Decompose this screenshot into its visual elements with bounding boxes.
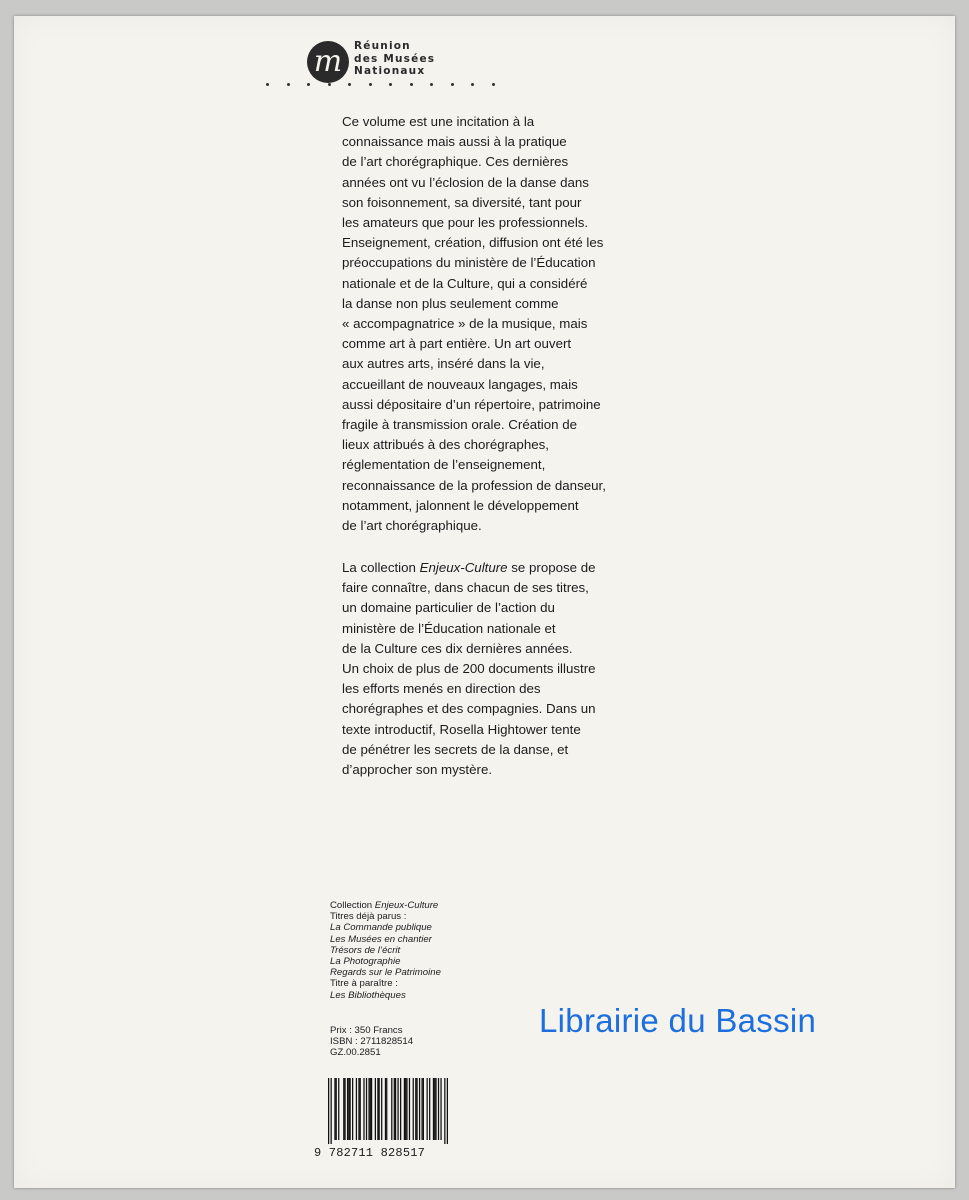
barcode-bar: [328, 1078, 329, 1144]
barcode-bar: [400, 1078, 401, 1140]
text-line: accueillant de nouveaux langages, mais: [342, 376, 578, 392]
dot: [451, 83, 454, 86]
barcode-bar: [444, 1078, 445, 1144]
publisher-name-line: Réunion: [354, 40, 411, 52]
dot: [430, 83, 433, 86]
barcode-bar: [363, 1078, 364, 1140]
text-line: chorégraphes et des compagnies. Dans un: [342, 701, 596, 717]
barcode-bar: [370, 1078, 371, 1140]
text-line: reconnaissance de la profession de danseur,: [342, 477, 606, 493]
text-line: son foisonnement, sa diversité, tant pour: [342, 194, 582, 210]
text-line: les amateurs que pour les professionnels.: [342, 215, 589, 231]
text-line: ministère de l’Éducation nationale et: [342, 620, 556, 636]
barcode-bar: [427, 1078, 428, 1140]
barcode-bar: [360, 1078, 361, 1140]
barcode-bar: [349, 1078, 350, 1140]
barcode-bar: [377, 1078, 378, 1140]
text-line: « accompagnatrice » de la musique, mais: [342, 316, 588, 332]
text-line: Enseignement, création, diffusion ont été les: [342, 235, 604, 251]
text-line: connaissance mais aussi à la pratique: [342, 134, 567, 150]
barcode-bar: [379, 1078, 380, 1140]
barcode-bar: [331, 1078, 332, 1144]
description-paragraph-1: [342, 112, 610, 536]
barcode-bar: [421, 1078, 422, 1140]
barcode-bar: [358, 1078, 359, 1140]
dot: [287, 83, 290, 86]
barcode-bar: [434, 1078, 435, 1140]
barcode-bar: [366, 1078, 367, 1140]
text-line: années ont vu l’éclosion de la danse dans: [342, 174, 589, 190]
barcode-bar: [415, 1078, 416, 1140]
text-line: lieux attribués à des chorégraphes,: [342, 437, 549, 453]
text-line: de la Culture ces dix dernières années.: [342, 640, 573, 656]
dot: [348, 83, 351, 86]
book-back-cover: [14, 16, 955, 1188]
dot: [410, 83, 413, 86]
published-label: Titres déjà parus :: [330, 911, 407, 923]
text-line: d’approcher son mystère.: [342, 762, 493, 778]
collection-name-italic: Enjeux-Culture: [419, 560, 508, 575]
text-line: comme art à part entière. Un art ouvert: [342, 336, 572, 352]
barcode-bar: [334, 1078, 335, 1140]
barcode-number: 9 782711 828517: [314, 1146, 426, 1160]
barcode-bar: [347, 1078, 348, 1140]
dot: [266, 83, 269, 86]
collection-title: Collection Enjeux-Culture: [330, 900, 439, 911]
rmn-logo-icon: m: [307, 41, 349, 83]
barcode-bar: [423, 1078, 424, 1140]
text-line: aussi dépositaire d’un répertoire, patrimoine: [342, 396, 601, 412]
barcode-bar: [447, 1078, 448, 1144]
barcode-bar: [343, 1078, 344, 1140]
barcode-bar: [375, 1078, 376, 1140]
publisher-name-line: des Musées: [354, 52, 436, 65]
text-line: préoccupations du ministère de l’Éducation: [342, 255, 596, 271]
text-line: les efforts menés en direction des: [342, 681, 541, 697]
text-line: aux autres arts, inséré dans la vie,: [342, 356, 545, 372]
barcode-bar: [394, 1078, 395, 1140]
text-line: Regards sur le Patrimoine: [330, 967, 441, 979]
text-line: un domaine particulier de l’action du: [342, 600, 555, 616]
barcode-bar: [429, 1078, 430, 1140]
description-paragraph-2: [342, 558, 610, 780]
text-line: notamment, jalonnent le développement: [342, 497, 579, 513]
text-line: faire connaître, dans chacun de ses titres,: [342, 580, 589, 596]
barcode-bar: [386, 1078, 387, 1140]
barcode-bar: [381, 1078, 382, 1140]
text-line: de l’art chorégraphique. Ces dernières: [342, 154, 569, 170]
text-line: Trésors de l’écrit: [330, 944, 401, 956]
barcode-bar: [368, 1078, 369, 1140]
barcode-bar: [416, 1078, 417, 1140]
barcode-bar: [352, 1078, 353, 1140]
dot: [492, 83, 495, 86]
product-code: GZ.00.2851: [330, 1047, 381, 1059]
barcode-bar: [435, 1078, 436, 1140]
barcode-bar: [385, 1078, 386, 1140]
text-line: la danse non plus seulement comme: [342, 295, 559, 311]
barcode-bar: [406, 1078, 407, 1140]
price-text: Prix : 350 Francs: [330, 1025, 403, 1036]
dot: [328, 83, 331, 86]
dot: [369, 83, 372, 86]
barcode-bar: [338, 1078, 339, 1140]
publisher-name-line: Nationaux: [354, 65, 426, 77]
isbn-barcode: [314, 1078, 454, 1160]
price-block: [330, 1025, 413, 1059]
isbn-text: ISBN : 2711828514: [330, 1036, 414, 1048]
barcode-bar: [371, 1078, 372, 1140]
barcode-bar: [409, 1078, 410, 1140]
text-line: texte introductif, Rosella Hightower tente: [342, 721, 581, 737]
text-line: réglementation de l’enseignement,: [342, 457, 546, 473]
barcode-bar: [433, 1078, 434, 1140]
dot: [389, 83, 392, 86]
barcode-bar: [397, 1078, 398, 1140]
barcode-bar: [336, 1078, 337, 1140]
collection-list: [330, 900, 530, 1001]
barcode-bar: [356, 1078, 357, 1140]
text-line: La Commande publique: [330, 922, 432, 934]
dot: [471, 83, 474, 86]
text-line: Les Musées en chantier: [330, 933, 432, 945]
barcode-bar: [413, 1078, 414, 1140]
text-line: Les Bibliothèques: [330, 989, 406, 1001]
text-line: de l’art chorégraphique.: [342, 518, 482, 534]
text-line: de pénétrer les secrets de la danse, et: [342, 741, 569, 757]
text-line: nationale et de la Culture, qui a considéré: [342, 275, 588, 291]
barcode-bar: [348, 1078, 349, 1140]
barcode-bar: [419, 1078, 420, 1140]
text-line: Un choix de plus de 200 documents illustre: [342, 661, 596, 677]
publisher-name: [354, 40, 435, 78]
barcode-bar: [438, 1078, 439, 1140]
barcode-bar: [395, 1078, 396, 1140]
text-line: La Photographie: [330, 956, 401, 968]
text-line: Ce volume est une incitation à la: [342, 114, 535, 129]
barcode-bar: [344, 1078, 345, 1140]
barcode-bar: [391, 1078, 392, 1140]
barcode-bar: [405, 1078, 406, 1140]
barcode-bars: [328, 1078, 448, 1144]
barcode-bar: [440, 1078, 441, 1140]
dot: [307, 83, 310, 86]
bookseller-watermark: Librairie du Bassin: [539, 1002, 817, 1039]
upcoming-label: Titre à paraître :: [330, 978, 398, 990]
text-line: fragile à transmission orale. Création de: [342, 417, 578, 433]
barcode-bar: [404, 1078, 405, 1140]
description-line: La collection Enjeux-Culture se propose de: [342, 560, 596, 575]
